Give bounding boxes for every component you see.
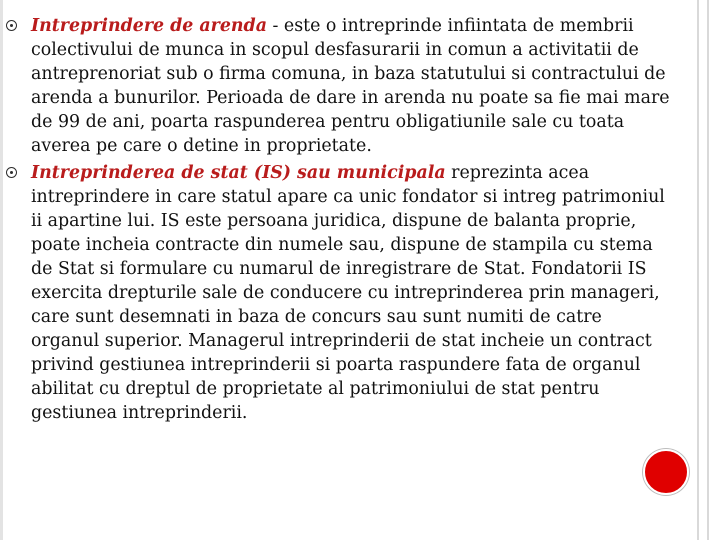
definition-intreprindere-stat: reprezinta acea intreprindere in care statul apare ca unic fondator si intreg patrimoniul ii apartine lui. IS este persoana juridica, dispune de balanta proprie, poate incheia contracte din numele sau, dispune de stampila cu stema de Stat si formulare cu numarul de inregistrare de Stat. Fondatorii IS exercita drepturile sale de conducere cu intreprinderea prin manageri, care sunt desemnati in baza de concurs sau sunt numiti de catre organul superior. Managerul intreprinderii de stat incheie un contract privind gestiunea intreprinderii si poarta raspundere fata de organul abilitat cu dreptul de proprietate al patrimoniului de stat pentru gestiunea intreprinderii. [31,163,665,423]
bullet-arenda [6,14,670,158]
slide-right-border-outer [697,0,699,540]
slide-content [6,14,670,428]
circle-bullet-icon [6,20,17,31]
term-arenda: Intreprindere de arenda [31,16,267,36]
circle-bullet-icon [6,167,17,178]
term-intreprindere-stat: Intreprinderea de stat (IS) sau municipala [31,163,446,183]
definition-arenda: - este o intreprinde infiintata de membrii colectivului de munca in scopul desfasurarii in comun a activitatii de antreprenoriat sub o firma comuna, in baza statutului si contractului de arenda a bunurilor. Perioada de dare in arenda nu poate sa fie mai mare de 99 de ani, poarta raspunderea pentru obligatiunile sale cu toata averea pe care o detine in proprietate. [31,16,670,156]
slide-left-border [0,0,3,540]
red-circle-icon [643,449,689,495]
slide-right-border-inner [707,0,709,540]
bullet-intreprindere-stat [6,161,670,425]
